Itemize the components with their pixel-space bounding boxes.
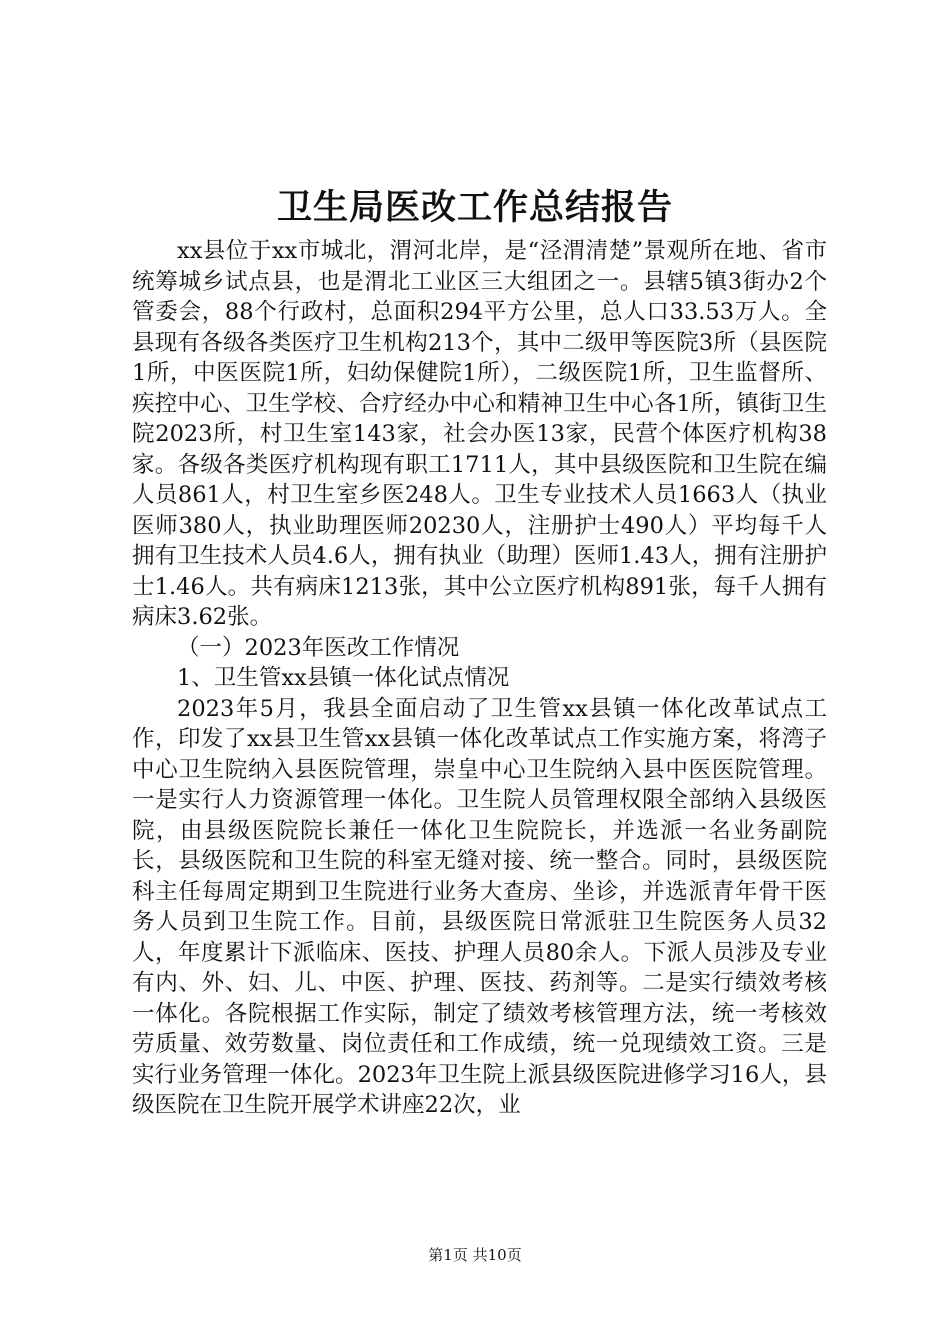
section-heading: （一）2023年医改工作情况 bbox=[177, 634, 460, 661]
paragraph-pilot-details: 2023年5月，我县全面启动了卫生管xx县镇一体化改革试点工作，印发了xx县卫生管xx县镇一体化改革试点工作实施方案，将湾子中心卫生院纳入县医院管理，崇皇中心卫生院纳入县中医医院管理。一是实行人力资源管理一体化。卫生院人员管理权限全部纳入县级医院，由县级医院院长兼任一体化卫生院院长，并选派一名业务副院长，县级医院和卫生院的科室无缝对接、统一整合。同时，县级医院科主任每周定期到卫生院进行业务大查房、坐诊，并选派青年骨干医务人员到卫生院工作。目前，县级医院日常派驻卫生院医务人员32人，年度累计下派临床、医技、护理人员80余人。下派人员涉及专业有内、外、妇、儿、中医、护理、医技、药剂等。二是实行绩效考核一体化。各院根据工作实际，制定了绩效考核管理方法，统一考核效劳质量、效劳数量、岗位责任和工作成绩，统一兑现绩效工资。三是实行业务管理一体化。2023年卫生院上派县级医院进修学习16人，县级医院在卫生院开展学术讲座22次，业 bbox=[132, 695, 827, 1118]
paragraph-overview: xx县位于xx市城北，渭河北岸，是“泾渭清楚”景观所在地、省市统筹城乡试点县，也是渭北工业区三大组团之一。县辖5镇3街办2个管委会，88个行政村，总面积294平方公里，总人口33.53万人。全县现有各级各类医疗卫生机构213个，其中二级甲等医院3所（县医院1所，中医医院1所，妇幼保健院1所），二级医院1所，卫生监督所、疾控中心、卫生学校、合疗经办中心和精神卫生中心各1所，镇街卫生院2023所，村卫生室143家，社会办医13家，民营个体医疗机构38家。各级各类医疗机构现有职工1711人，其中县级医院和卫生院在编人员861人，村卫生室乡医248人。卫生专业技术人员1663人（执业医师380人，执业助理医师20230人，注册护士490人）平均每千人拥有卫生技术人员4.6人，拥有执业（助理）医师1.43人，拥有注册护士1.46人。共有病床1213张，其中公立医疗机构891张，每千人拥有病床3.62张。 bbox=[132, 238, 827, 630]
page-footer: 第1页 共10页 bbox=[428, 1246, 522, 1264]
document-title: 卫生局医改工作总结报告 bbox=[276, 187, 673, 228]
document-body bbox=[132, 236, 827, 1121]
subsection-heading: 1、卫生管xx县镇一体化试点情况 bbox=[177, 665, 510, 691]
